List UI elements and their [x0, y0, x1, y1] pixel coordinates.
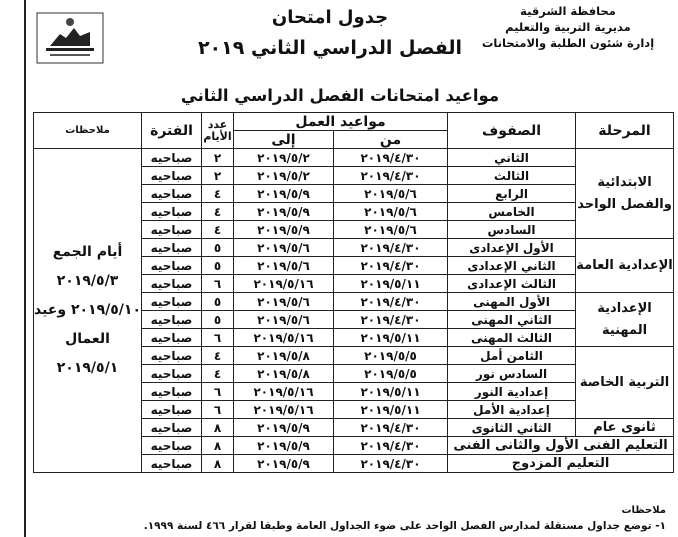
to-date-cell: ٢٠١٩/٥/١٦	[234, 401, 334, 419]
to-date-cell: ٢٠١٩/٥/١٦	[234, 275, 334, 293]
from-date-cell: ٢٠١٩/٥/٦	[334, 221, 448, 239]
ministry-emblem-icon	[36, 12, 104, 64]
period-cell: صباحيه	[142, 383, 202, 401]
to-date-cell: ٢٠١٩/٥/٦	[234, 311, 334, 329]
grade-cell: الثاني	[448, 149, 576, 167]
period-cell: صباحيه	[142, 275, 202, 293]
period-cell: صباحيه	[142, 437, 202, 455]
period-cell: صباحيه	[142, 293, 202, 311]
period-cell: صباحيه	[142, 221, 202, 239]
days-cell: ٤	[202, 347, 234, 365]
org-line: محافظة الشرقية	[520, 4, 616, 18]
to-date-cell: ٢٠١٩/٥/٩	[234, 203, 334, 221]
title-line-2: الفصل الدراسي الثاني ٢٠١٩	[197, 37, 463, 59]
title-line-1: جدول امتحان	[271, 7, 389, 28]
to-date-cell: ٢٠١٩/٥/٩	[234, 185, 334, 203]
from-date-cell: ٢٠١٩/٥/١١	[334, 329, 448, 347]
days-cell: ٤	[202, 221, 234, 239]
period-cell: صباحيه	[142, 239, 202, 257]
stage-cell: الابتدائية والفصل الواحد	[576, 149, 674, 239]
exam-schedule-table	[33, 112, 674, 473]
grade-cell: الأول الإعدادى	[448, 239, 576, 257]
notes-cell: أيام الجمع ٢٠١٩/٥/٣ ٢٠١٩/٥/١٠ وعيد العمال ٢٠١٩/٥/١	[34, 149, 142, 473]
grade-cell: السادس	[448, 221, 576, 239]
grade-cell: الثاني المهنى	[448, 311, 576, 329]
days-cell: ٨	[202, 419, 234, 437]
stage-cell: التعليم المزدوج	[448, 455, 674, 473]
from-date-cell: ٢٠١٩/٤/٣٠	[334, 437, 448, 455]
days-cell: ٦	[202, 275, 234, 293]
to-date-cell: ٢٠١٩/٥/٦	[234, 257, 334, 275]
period-cell: صباحيه	[142, 419, 202, 437]
period-cell: صباحيه	[142, 149, 202, 167]
header-days: عدد الأيام	[202, 113, 234, 149]
footer-note-1: ١- توضع جداول مستقلة لمدارس الفصل الواحد على ضوء الجداول العامة وطبقا لقرار ٤٦٦ لسنة ١٩٩٩.	[143, 520, 666, 532]
period-cell: صباحيه	[142, 167, 202, 185]
from-date-cell: ٢٠١٩/٤/٣٠	[334, 167, 448, 185]
to-date-cell: ٢٠١٩/٥/٢	[234, 167, 334, 185]
stage-cell: الإعدادية المهنية	[576, 293, 674, 347]
footer-notes-label: ملاحظات	[621, 505, 666, 516]
stage-cell: التربية الخاصة	[576, 347, 674, 419]
grade-cell: الخامس	[448, 203, 576, 221]
grade-cell: إعدادية النور	[448, 383, 576, 401]
from-date-cell: ٢٠١٩/٤/٣٠	[334, 311, 448, 329]
to-date-cell: ٢٠١٩/٥/١٦	[234, 329, 334, 347]
grade-cell: الثالث المهنى	[448, 329, 576, 347]
days-cell: ٥	[202, 311, 234, 329]
period-cell: صباحيه	[142, 311, 202, 329]
from-date-cell: ٢٠١٩/٥/٦	[334, 203, 448, 221]
grade-cell: إعدادية الأمل	[448, 401, 576, 419]
from-date-cell: ٢٠١٩/٤/٣٠	[334, 293, 448, 311]
to-date-cell: ٢٠١٩/٥/٩	[234, 455, 334, 473]
table-row	[34, 149, 674, 167]
to-date-cell: ٢٠١٩/٥/١٦	[234, 383, 334, 401]
period-cell: صباحيه	[142, 257, 202, 275]
grade-cell: الثاني الإعدادى	[448, 257, 576, 275]
grade-cell: الأول المهنى	[448, 293, 576, 311]
from-date-cell: ٢٠١٩/٤/٣٠	[334, 239, 448, 257]
from-date-cell: ٢٠١٩/٥/١١	[334, 401, 448, 419]
organization-block	[468, 3, 668, 51]
header-to: إلى	[234, 131, 334, 149]
header-grades: الصفوف	[448, 113, 576, 149]
days-cell: ٥	[202, 257, 234, 275]
period-cell: صباحيه	[142, 185, 202, 203]
from-date-cell: ٢٠١٩/٤/٣٠	[334, 455, 448, 473]
from-date-cell: ٢٠١٩/٥/١١	[334, 275, 448, 293]
to-date-cell: ٢٠١٩/٥/٢	[234, 149, 334, 167]
to-date-cell: ٢٠١٩/٥/٩	[234, 419, 334, 437]
header-notes: ملاحظات	[34, 113, 142, 149]
header-stage: المرحلة	[576, 113, 674, 149]
days-cell: ٤	[202, 365, 234, 383]
days-cell: ٦	[202, 383, 234, 401]
grade-cell: الثالث	[448, 167, 576, 185]
period-cell: صباحيه	[142, 401, 202, 419]
from-date-cell: ٢٠١٩/٥/١١	[334, 383, 448, 401]
to-date-cell: ٢٠١٩/٥/٦	[234, 239, 334, 257]
document-title	[180, 6, 480, 62]
grade-cell: السادس نور	[448, 365, 576, 383]
days-cell: ٦	[202, 329, 234, 347]
to-date-cell: ٢٠١٩/٥/٦	[234, 293, 334, 311]
period-cell: صباحيه	[142, 203, 202, 221]
grade-cell: الثاني الثانوى	[448, 419, 576, 437]
days-cell: ٥	[202, 293, 234, 311]
period-cell: صباحيه	[142, 455, 202, 473]
days-cell: ٤	[202, 203, 234, 221]
period-cell: صباحيه	[142, 329, 202, 347]
header-from: من	[334, 131, 448, 149]
org-line: إدارة شئون الطلبة والامتحانات	[481, 36, 655, 50]
days-cell: ٢	[202, 167, 234, 185]
to-date-cell: ٢٠١٩/٥/٨	[234, 365, 334, 383]
to-date-cell: ٢٠١٩/٥/٩	[234, 221, 334, 239]
to-date-cell: ٢٠١٩/٥/٩	[234, 437, 334, 455]
grade-cell: الثالث الإعدادى	[448, 275, 576, 293]
stage-cell: الإعدادية العامة	[576, 239, 674, 293]
from-date-cell: ٢٠١٩/٥/٥	[334, 365, 448, 383]
days-cell: ٥	[202, 239, 234, 257]
period-cell: صباحيه	[142, 347, 202, 365]
org-line: مديرية التربية والتعليم	[505, 20, 631, 34]
stage-cell: ثانوى عام	[576, 419, 674, 437]
days-cell: ٢	[202, 149, 234, 167]
grade-cell: الثامن أمل	[448, 347, 576, 365]
grade-cell: الرابع	[448, 185, 576, 203]
from-date-cell: ٢٠١٩/٥/٦	[334, 185, 448, 203]
period-cell: صباحيه	[142, 365, 202, 383]
days-cell: ٨	[202, 437, 234, 455]
from-date-cell: ٢٠١٩/٤/٣٠	[334, 149, 448, 167]
header-period: الفترة	[142, 113, 202, 149]
days-cell: ٤	[202, 185, 234, 203]
from-date-cell: ٢٠١٩/٤/٣٠	[334, 419, 448, 437]
stage-cell: التعليم الفنى الأول والثانى الفنى	[448, 437, 674, 455]
days-cell: ٦	[202, 401, 234, 419]
table-subtitle: مواعيد امتحانات الفصل الدراسي الثاني	[180, 86, 500, 105]
header-work-dates: مواعيد العمل	[234, 113, 448, 131]
from-date-cell: ٢٠١٩/٤/٣٠	[334, 257, 448, 275]
from-date-cell: ٢٠١٩/٥/٥	[334, 347, 448, 365]
days-cell: ٨	[202, 455, 234, 473]
to-date-cell: ٢٠١٩/٥/٨	[234, 347, 334, 365]
page-header	[0, 0, 678, 80]
